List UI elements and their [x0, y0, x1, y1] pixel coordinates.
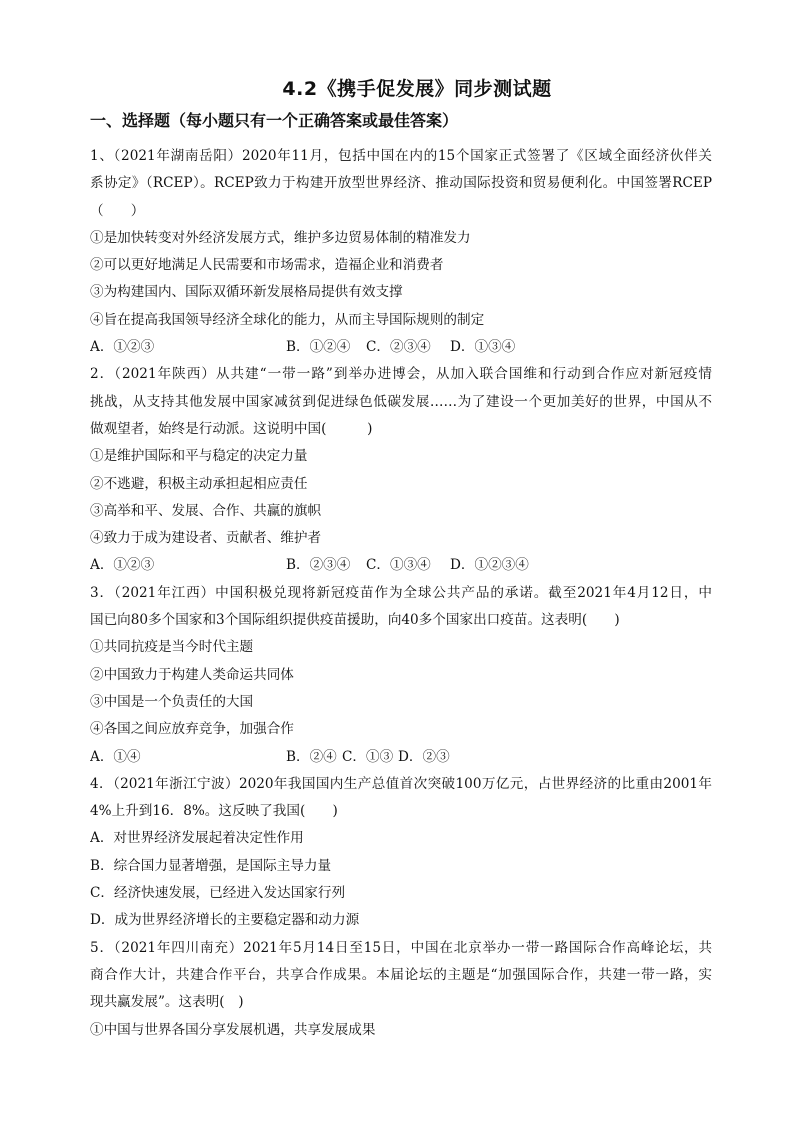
- question-stem-line: （ ）: [90, 202, 145, 219]
- question-stem-line: 商合作大计，共建合作平台，共享合作成果。本届论坛的主题是“加强国际合作，共建一带一路，实: [90, 966, 712, 983]
- question-stem-line: 4%上升到16．8%。这反映了我国( ): [90, 803, 338, 820]
- question-stem-line: 现共赢发展”。这表明( ): [90, 994, 244, 1011]
- option-c: C．②③④: [366, 339, 431, 356]
- option-b: B．②④: [286, 748, 337, 765]
- option-b: B．①②④: [286, 339, 351, 356]
- question-item: ①中国与世界各国分享发展机遇，共享发展成果: [90, 1021, 376, 1038]
- question-stem-line: 做观望者，始终是行动派。这说明中国( ): [90, 420, 373, 437]
- question-item: C．经济快速发展，已经进入发达国家行列: [90, 885, 346, 902]
- question-list: [90, 143, 712, 1044]
- question-stem-line: 3．（2021年江西）中国积极兑现将新冠疫苗作为全球公共产品的承诺。截至2021年4月12日，中: [90, 584, 712, 601]
- option-d: D．①②③④: [450, 557, 529, 574]
- question-stem-line: 5．（2021年四川南充）2021年5月14日至15日，中国在北京举办一带一路国际合作高峰论坛，共: [90, 939, 712, 956]
- answer-options: [90, 334, 712, 361]
- question-item: ④旨在提高我国领导经济全球化的能力，从而主导国际规则的制定: [90, 311, 485, 328]
- question-stem-line: 国已向80多个国家和3个国际组织提供疫苗援助，向40多个国家出口疫苗。这表明( ): [90, 612, 620, 629]
- question-stem-line: 2．（2021年陕西）从共建“一带一路”到举办进博会，从加入联合国维和行动到合作应对新冠疫情: [90, 366, 712, 383]
- question-item: D．成为世界经济增长的主要稳定器和动力源: [90, 912, 360, 929]
- option-a: A．①②③: [90, 339, 155, 356]
- page-title: [0, 74, 794, 101]
- question-stem-line: 挑战，从支持其他发展中国家减贫到促进绿色低碳发展……为了建设一个更加美好的世界，中国从不: [90, 393, 712, 410]
- question-stem-line: 1、（2021年湖南岳阳）2020年11月，包括中国在内的15个国家正式签署了《区域全面经济伙伴关: [90, 148, 712, 164]
- question-item: ②可以更好地满足人民需要和市场需求，造福企业和消费者: [90, 257, 444, 274]
- section-heading: 一、选择题（每小题只有一个正确答案或最佳答案）: [90, 111, 459, 130]
- question-item: ④致力于成为建设者、贡献者、维护者: [90, 530, 322, 547]
- answer-options: [90, 744, 712, 771]
- answer-options: [90, 552, 712, 579]
- question-stem-line: 系协定》（RCEP）。RCEP致力于构建开放型世界经济、推动国际投资和贸易便利化。中国签署RCEP: [90, 175, 712, 192]
- option-a: A．①④: [90, 748, 141, 765]
- option-d: D．②③: [398, 748, 450, 765]
- question-item: ③中国是一个负责任的大国: [90, 693, 254, 710]
- question-item: ②不逃避，积极主动承担起相应责任: [90, 475, 308, 492]
- question-stem-line: 4．（2021年浙江宁波）2020年我国国内生产总值首次突破100万亿元，占世界经济的比重由2001年: [90, 775, 712, 792]
- question-item: ③高举和平、发展、合作、共赢的旗帜: [90, 502, 322, 519]
- question-item: ①是维护国际和平与稳定的决定力量: [90, 448, 308, 465]
- option-c: C．①③④: [366, 557, 431, 574]
- title-text: 4.2《携手促发展》同步测试题: [282, 78, 552, 100]
- question-3: [90, 580, 712, 771]
- question-item: ④各国之间应放弃竞争，加强合作: [90, 721, 294, 738]
- question-1: [90, 143, 712, 361]
- question-2: [90, 361, 712, 579]
- question-item: A．对世界经济发展起着决定性作用: [90, 830, 304, 847]
- question-item: ①共同抗疫是当今时代主题: [90, 639, 254, 656]
- option-b: B．②③④: [286, 557, 351, 574]
- question-5: [90, 935, 712, 1044]
- option-a: A．①②③: [90, 557, 155, 574]
- question-item: ②中国致力于构建人类命运共同体: [90, 666, 294, 683]
- option-c: C．①③: [342, 748, 394, 765]
- question-item: ①是加快转变对外经济发展方式，维护多边贸易体制的精准发力: [90, 229, 471, 246]
- question-4: [90, 771, 712, 935]
- question-item: ③为构建国内、国际双循环新发展格局提供有效支撑: [90, 284, 403, 301]
- question-item: B．综合国力显著增强，是国际主导力量: [90, 857, 332, 874]
- option-d: D．①③④: [450, 339, 516, 356]
